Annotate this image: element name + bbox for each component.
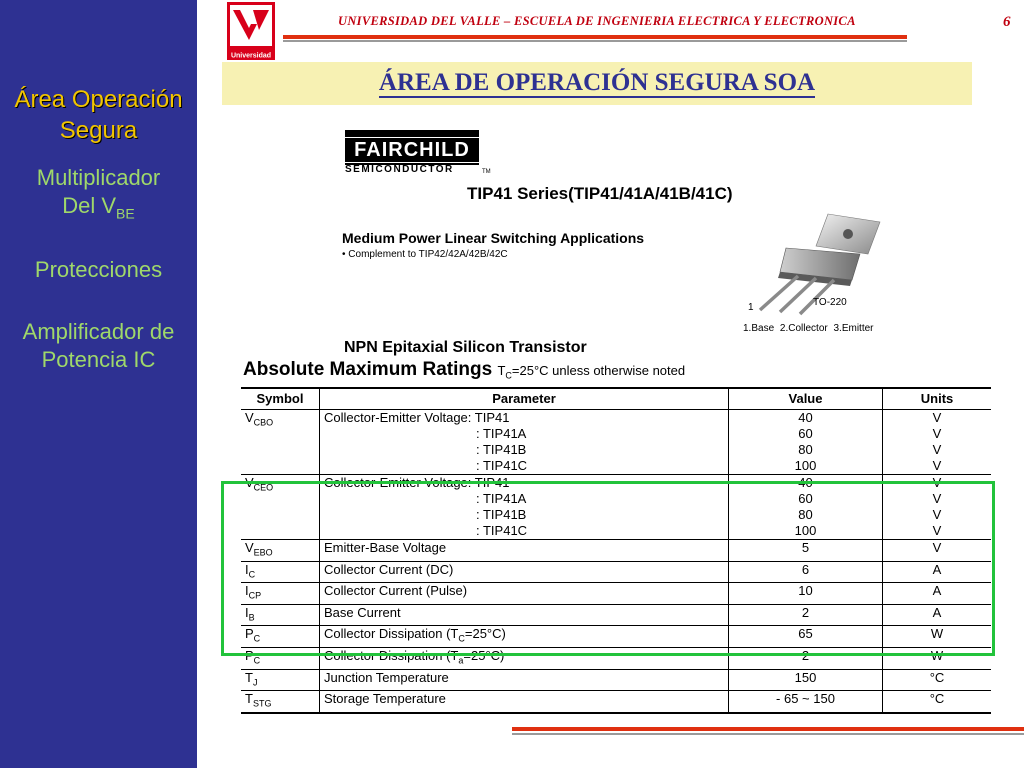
unit-cell: A xyxy=(883,604,992,626)
symbol-sub: CEO xyxy=(253,482,274,493)
symbol-text: V xyxy=(245,540,254,555)
table-row xyxy=(241,410,991,475)
value-cell xyxy=(729,475,883,540)
parameter-text: : TIP41A xyxy=(476,426,527,441)
header-divider xyxy=(283,35,907,39)
ratings-title-text: Absolute Maximum Ratings xyxy=(243,359,493,380)
symbol-text: T xyxy=(245,691,253,707)
symbol-text: P xyxy=(245,647,254,663)
to220-package-image xyxy=(740,210,910,340)
unit-text: V xyxy=(932,491,942,506)
package-label: TO-220 xyxy=(813,297,847,308)
title-box xyxy=(222,62,972,105)
table-row xyxy=(241,691,991,713)
sidebar-active-line1: Área Operación xyxy=(14,86,183,113)
ratings-table xyxy=(241,387,991,714)
parameter-sub: C xyxy=(458,633,465,644)
value-text: 100 xyxy=(794,458,817,473)
unit-cell: °C xyxy=(883,669,992,691)
value-cell: 2 xyxy=(729,604,883,626)
parameter-cell: Collector Current (DC) xyxy=(320,561,729,583)
parameter-text: : TIP41C xyxy=(476,523,528,538)
sidebar-item1-sub: BE xyxy=(116,205,135,222)
symbol-cell xyxy=(241,540,320,562)
page-title: ÁREA DE OPERACIÓN SEGURA SOA xyxy=(378,69,816,96)
parameter-text: : TIP41C xyxy=(476,458,528,473)
value-text: 100 xyxy=(794,523,817,538)
value-text: 80 xyxy=(798,507,813,522)
unit-cell: A xyxy=(883,583,992,605)
table-row xyxy=(241,604,991,626)
parameter-text: Collector-Emitter Voltage: TIP41 xyxy=(324,475,510,490)
table-row xyxy=(241,561,991,583)
unit-text: V xyxy=(932,475,942,490)
ratings-cond-pre: T xyxy=(497,363,506,378)
unit-cell: W xyxy=(883,626,992,648)
parameter-text: : TIP41B xyxy=(476,442,527,457)
parameter-cell: Storage Temperature xyxy=(320,691,729,713)
sidebar-item3-line2: Potencia IC xyxy=(41,347,156,372)
parameter-cell xyxy=(320,647,729,669)
ratings-cond-post: =25°C unless otherwise noted xyxy=(511,363,686,378)
col-symbol: Symbol xyxy=(241,388,320,410)
symbol-sub: B xyxy=(248,612,255,623)
device-type: NPN Epitaxial Silicon Transistor xyxy=(344,339,587,356)
symbol-text: I xyxy=(245,604,249,620)
sidebar-item3-line1: Amplificador de xyxy=(22,319,175,344)
symbol-text: T xyxy=(245,669,253,685)
pin-legend: 1.Base 2.Collector 3.Emitter xyxy=(743,323,874,334)
symbol-text: V xyxy=(245,410,254,425)
table-row xyxy=(241,583,991,605)
sidebar-item-protecciones[interactable] xyxy=(0,256,197,284)
ratings-condition xyxy=(497,363,686,381)
unit-text: V xyxy=(932,442,942,457)
footer-divider xyxy=(512,727,1024,731)
unit-cell xyxy=(883,410,992,475)
fairchild-bar-top xyxy=(345,130,479,137)
unit-text: V xyxy=(932,523,942,538)
symbol-text: I xyxy=(245,561,249,577)
table-row xyxy=(241,540,991,562)
parameter-text: : TIP41A xyxy=(476,491,527,506)
sidebar-item-multiplicador[interactable] xyxy=(0,164,197,227)
table-header-row xyxy=(241,388,991,410)
complement-note: • Complement to TIP42/42A/42B/42C xyxy=(342,249,508,260)
sidebar-item2-label: Protecciones xyxy=(34,257,163,282)
symbol-sub: EBO xyxy=(253,547,273,558)
unit-text: V xyxy=(932,410,942,425)
application-title: Medium Power Linear Switching Applications xyxy=(342,230,645,246)
col-value: Value xyxy=(729,388,883,410)
unit-text: V xyxy=(932,507,942,522)
parameter-text: =25°C) xyxy=(463,647,505,663)
symbol-sub: CBO xyxy=(253,417,274,428)
sidebar-item-area-operacion-segura[interactable] xyxy=(0,84,197,146)
symbol-cell xyxy=(241,604,320,626)
fairchild-semiconductor: SEMICONDUCTOR xyxy=(345,164,454,175)
value-text: 80 xyxy=(798,442,813,457)
symbol-text: V xyxy=(245,475,254,490)
header-divider-shadow xyxy=(283,40,907,42)
value-cell xyxy=(729,410,883,475)
footer-divider-shadow xyxy=(512,733,1024,735)
symbol-sub: C xyxy=(253,655,261,666)
fairchild-brand: FAIRCHILD xyxy=(345,138,479,162)
unit-text: V xyxy=(932,458,942,473)
parameter-cell xyxy=(320,626,729,648)
value-cell: 5 xyxy=(729,540,883,562)
sidebar-active-line2: Segura xyxy=(59,117,138,144)
symbol-sub: C xyxy=(248,569,256,580)
univalle-logo xyxy=(227,2,275,60)
value-text: 40 xyxy=(798,410,813,425)
unit-cell xyxy=(883,475,992,540)
symbol-cell xyxy=(241,410,320,475)
parameter-text: Collector-Emitter Voltage: TIP41 xyxy=(324,410,510,425)
unit-text: V xyxy=(932,426,942,441)
parameter-text: Collector Dissipation (T xyxy=(324,626,459,642)
pin-one-label: 1 xyxy=(748,302,754,313)
part-title: TIP41 Series(TIP41/41A/41B/41C) xyxy=(467,184,733,203)
table-row xyxy=(241,626,991,648)
parameter-cell xyxy=(320,410,729,475)
institution-header: UNIVERSIDAD DEL VALLE – ESCUELA DE INGENIERIA ELECTRICA Y ELECTRONICA xyxy=(338,14,856,28)
symbol-cell xyxy=(241,561,320,583)
sidebar-item1-line2: Del V xyxy=(62,193,117,218)
page-number: 6 xyxy=(1003,14,1011,30)
sidebar-item-amplificador[interactable] xyxy=(0,318,197,374)
symbol-text: I xyxy=(245,583,249,599)
parameter-text: : TIP41B xyxy=(476,507,527,522)
ratings-title xyxy=(243,359,685,381)
col-parameter: Parameter xyxy=(320,388,729,410)
unit-cell: V xyxy=(883,540,992,562)
value-cell: 150 xyxy=(729,669,883,691)
value-text: 60 xyxy=(798,426,813,441)
value-cell: 65 xyxy=(729,626,883,648)
value-cell: - 65 ~ 150 xyxy=(729,691,883,713)
value-cell: 6 xyxy=(729,561,883,583)
parameter-text: Collector Dissipation (T xyxy=(324,647,459,663)
parameter-cell: Emitter-Base Voltage xyxy=(320,540,729,562)
unit-cell: A xyxy=(883,561,992,583)
parameter-cell: Collector Current (Pulse) xyxy=(320,583,729,605)
parameter-cell xyxy=(320,475,729,540)
unit-cell: W xyxy=(883,647,992,669)
value-text: 60 xyxy=(798,491,813,506)
symbol-sub: STG xyxy=(252,698,272,709)
symbol-sub: C xyxy=(253,633,261,644)
sidebar-item1-line1: Multiplicador xyxy=(36,165,161,190)
value-text: 40 xyxy=(798,475,813,490)
col-units: Units xyxy=(883,388,992,410)
symbol-sub: CP xyxy=(248,590,262,601)
parameter-cell: Junction Temperature xyxy=(320,669,729,691)
symbol-cell xyxy=(241,475,320,540)
symbol-text: P xyxy=(245,626,254,642)
symbol-cell xyxy=(241,669,320,691)
fairchild-tm: TM xyxy=(482,169,491,175)
ratings-cond-sub: C xyxy=(505,370,512,381)
value-cell: 2 xyxy=(729,647,883,669)
value-cell: 10 xyxy=(729,583,883,605)
unit-cell: °C xyxy=(883,691,992,713)
table-row xyxy=(241,475,991,540)
parameter-sub: a xyxy=(458,655,464,666)
symbol-cell xyxy=(241,583,320,605)
symbol-cell xyxy=(241,691,320,713)
sidebar xyxy=(0,0,197,768)
symbol-cell xyxy=(241,647,320,669)
logo-text: Universidad xyxy=(230,52,272,60)
symbol-cell xyxy=(241,626,320,648)
table-row xyxy=(241,669,991,691)
symbol-sub: J xyxy=(252,677,258,688)
parameter-text: =25°C) xyxy=(464,626,506,642)
parameter-cell: Base Current xyxy=(320,604,729,626)
table-row xyxy=(241,647,991,669)
